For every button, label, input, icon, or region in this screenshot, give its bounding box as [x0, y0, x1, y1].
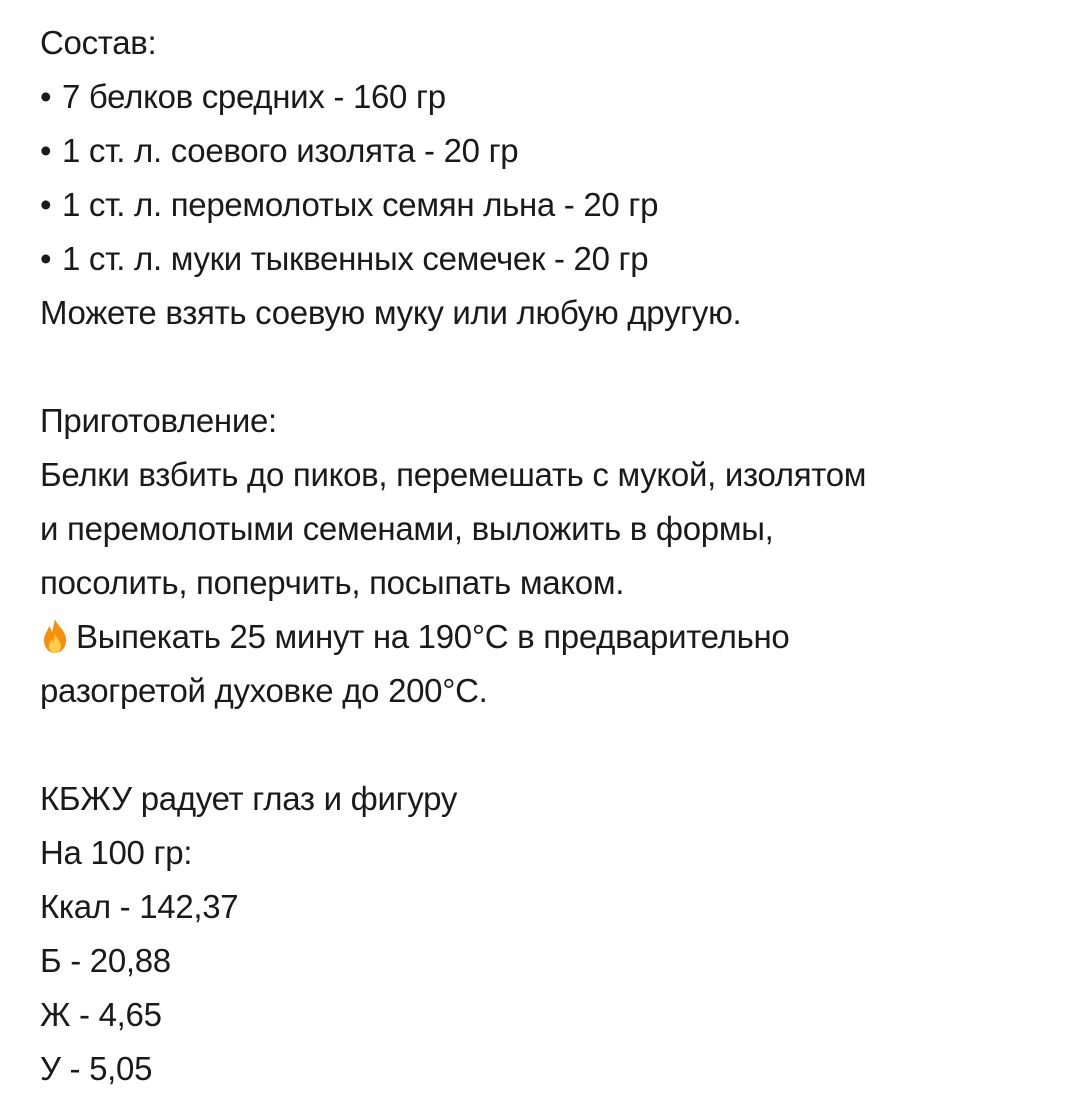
ingredient-item	[40, 178, 1060, 232]
ingredient-item	[40, 232, 1060, 286]
preparation-line: и перемолотыми семенами, выложить в формы,	[40, 510, 774, 547]
nutrition-value: Ккал - 142,37	[40, 888, 239, 925]
preparation-line: Белки взбить до пиков, перемешать с мукой, изолятом	[40, 456, 867, 493]
ingredient-text: 1 ст. л. перемолотых семян льна - 20 гр	[62, 186, 659, 223]
nutrition-value: Б - 20,88	[40, 942, 171, 979]
bullet: •	[40, 78, 52, 115]
bake-line	[40, 610, 1060, 664]
bullet: •	[40, 186, 52, 223]
nutrition-heading: КБЖУ радует глаз и фигуру	[40, 780, 458, 817]
nutrition-value: У - 5,05	[40, 1050, 153, 1087]
ingredients-note: Можете взять соевую муку или любую другую.	[40, 294, 742, 331]
ingredients-heading: Состав:	[40, 24, 157, 61]
ingredient-text: 1 ст. л. соевого изолята - 20 гр	[62, 132, 519, 169]
nutrition-per: На 100 гр:	[40, 834, 193, 871]
ingredient-item	[40, 70, 1060, 124]
ingredient-item	[40, 124, 1060, 178]
nutrition-value: Ж - 4,65	[40, 996, 162, 1033]
bake-line: разогретой духовке до 200°С.	[40, 672, 488, 709]
recipe-text	[40, 16, 1060, 1096]
bullet: •	[40, 240, 52, 277]
bullet: •	[40, 132, 52, 169]
ingredient-text: 1 ст. л. муки тыквенных семечек - 20 гр	[62, 240, 649, 277]
fire-icon	[40, 616, 70, 652]
ingredient-text: 7 белков средних - 160 гр	[62, 78, 446, 115]
preparation-heading: Приготовление:	[40, 402, 277, 439]
spacer	[40, 340, 1060, 394]
bake-text: Выпекать 25 минут на 190°С в предварительно	[76, 618, 790, 655]
preparation-line: посолить, поперчить, посыпать маком.	[40, 564, 625, 601]
spacer	[40, 718, 1060, 772]
